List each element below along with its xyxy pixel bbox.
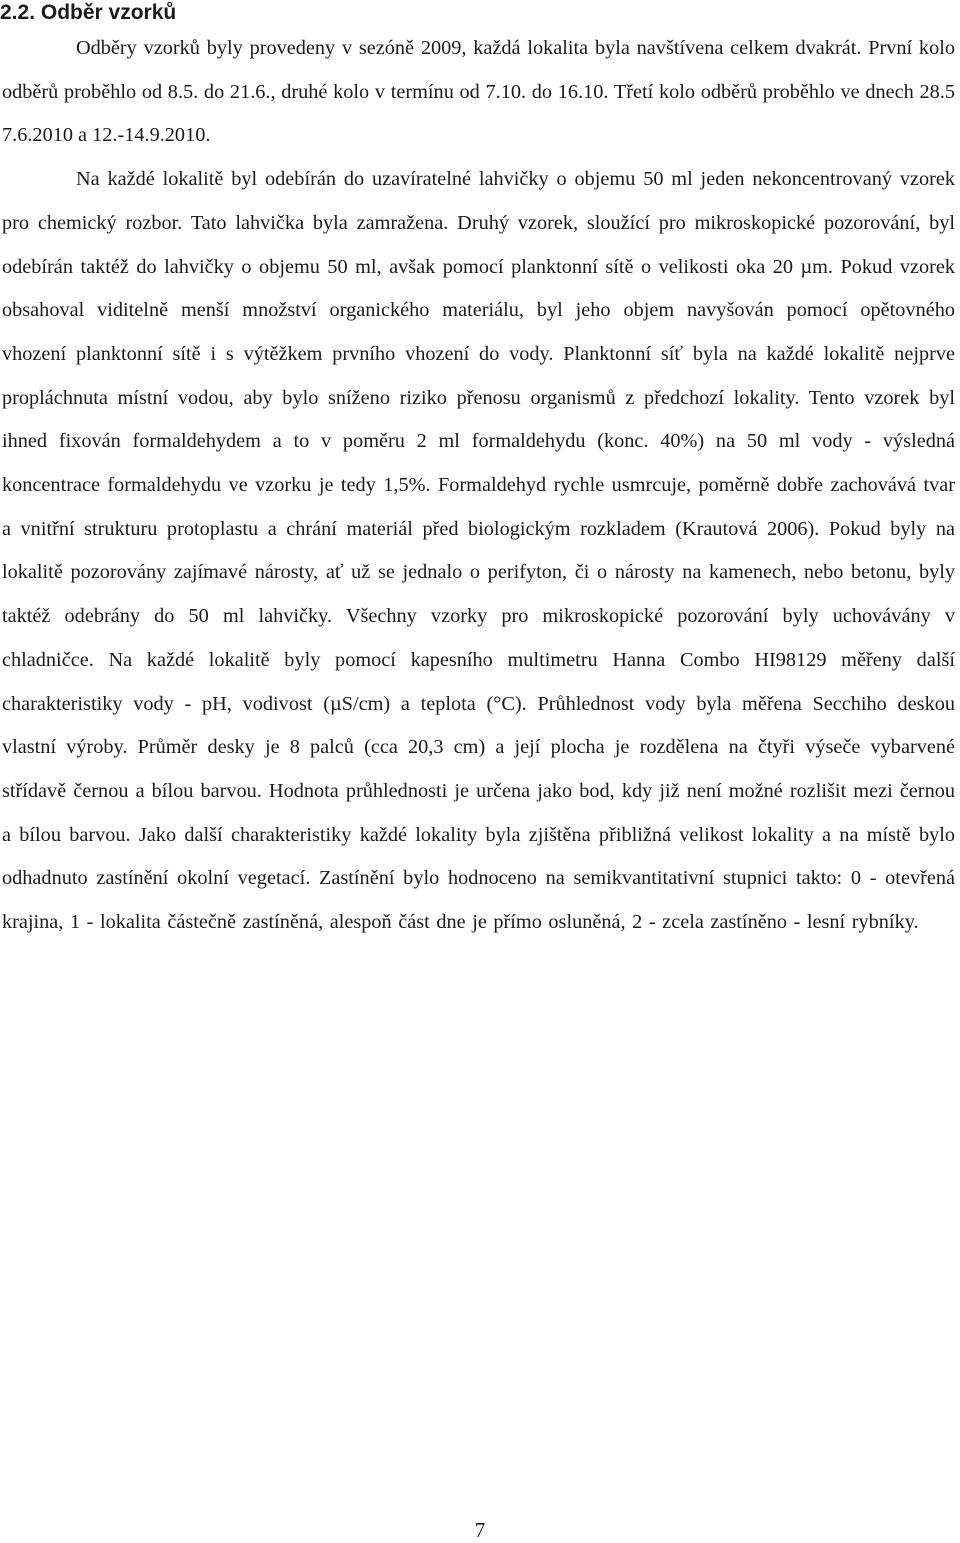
paragraph-sampling-method: Na každé lokalitě byl odebírán do uzavíratelné lahvičky o objemu 50 ml jeden nekoncentrovaný vzorek pro chemický rozbor. Tato lahvička byla zamražena. Druhý vzorek, sloužící pro mikroskopické pozorování, byl odebírán taktéž do lahvičky o objemu 50 ml, avšak pomocí planktonní sítě o velikosti oka 20 µm. Pokud vzorek obsahoval viditelně menší množství organického materiálu, byl jeho objem navyšován pomocí opětovného vhození planktonní sítě i s výtěžkem prvního vhození do vody. Planktonní síť byla na každé lokalitě nejprve propláchnuta místní vodou, aby bylo sníženo riziko přenosu organismů z předchozí lokality. Tento vzorek byl ihned fixován formaldehydem a to v poměru 2 ml formaldehydu (konc. 40%) na 50 ml vody - výsledná koncentrace formaldehydu ve vzorku je tedy 1,5%. Formaldehyd rychle usmrcuje, poměrně dobře zachovává tvar a vnitřní strukturu protoplastu a chrání materiál před biologickým rozkladem (Krautová 2006). Pokud byly na lokalitě pozorovány zajímavé nárosty, ať už se jednalo o perifyton, či o nárosty na kamenech, nebo betonu, byly taktéž odebrány do 50 ml lahvičky. Všechny vzorky pro mikroskopické pozorování byly uchovávány v chladničce. Na každé lokalitě byly pomocí kapesního multimetru Hanna Combo HI98129 měřeny další charakteristiky vody - pH, vodivost (µS/cm) a teplota (°C). Průhlednost vody byla měřena Secchiho deskou vlastní výroby. Průměr desky je 8 palců (cca 20,3 cm) a její plocha je rozdělena na čtyři výseče vybarvené střídavě černou a bílou barvou. Hodnota průhlednosti je určena jako bod, kdy již není možné rozlišit mezi černou a bílou barvou. Jako další charakteristiky každé lokality byla zjištěna přibližná velikost lokality a na místě bylo odhadnuto zastínění okolní vegetací. Zastínění bylo hodnoceno na semikvantitativní stupnici takto: 0 - otevřená krajina, 1 - lokalita částečně zastíněná, alespoň část dne je přímo osluněná, 2 - zcela zastíněno - lesní rybníky.	[2, 168, 955, 934]
page-number: 7	[474, 1518, 486, 1542]
section-heading: 2.2. Odběr vzorků	[0, 1, 177, 24]
document-body	[2, 27, 955, 945]
paragraph-sampling-dates: Odběry vzorků byly provedeny v sezóně 2009, každá lokalita byla navštívena celkem dvakrát. První kolo odběrů proběhlo od 8.5. do 21.6., druhé kolo v termínu od 7.10. do 16.10. Třetí kolo odběrů proběhlo ve dnech 28.5 7.6.2010 a 12.-14.9.2010.	[2, 37, 955, 147]
